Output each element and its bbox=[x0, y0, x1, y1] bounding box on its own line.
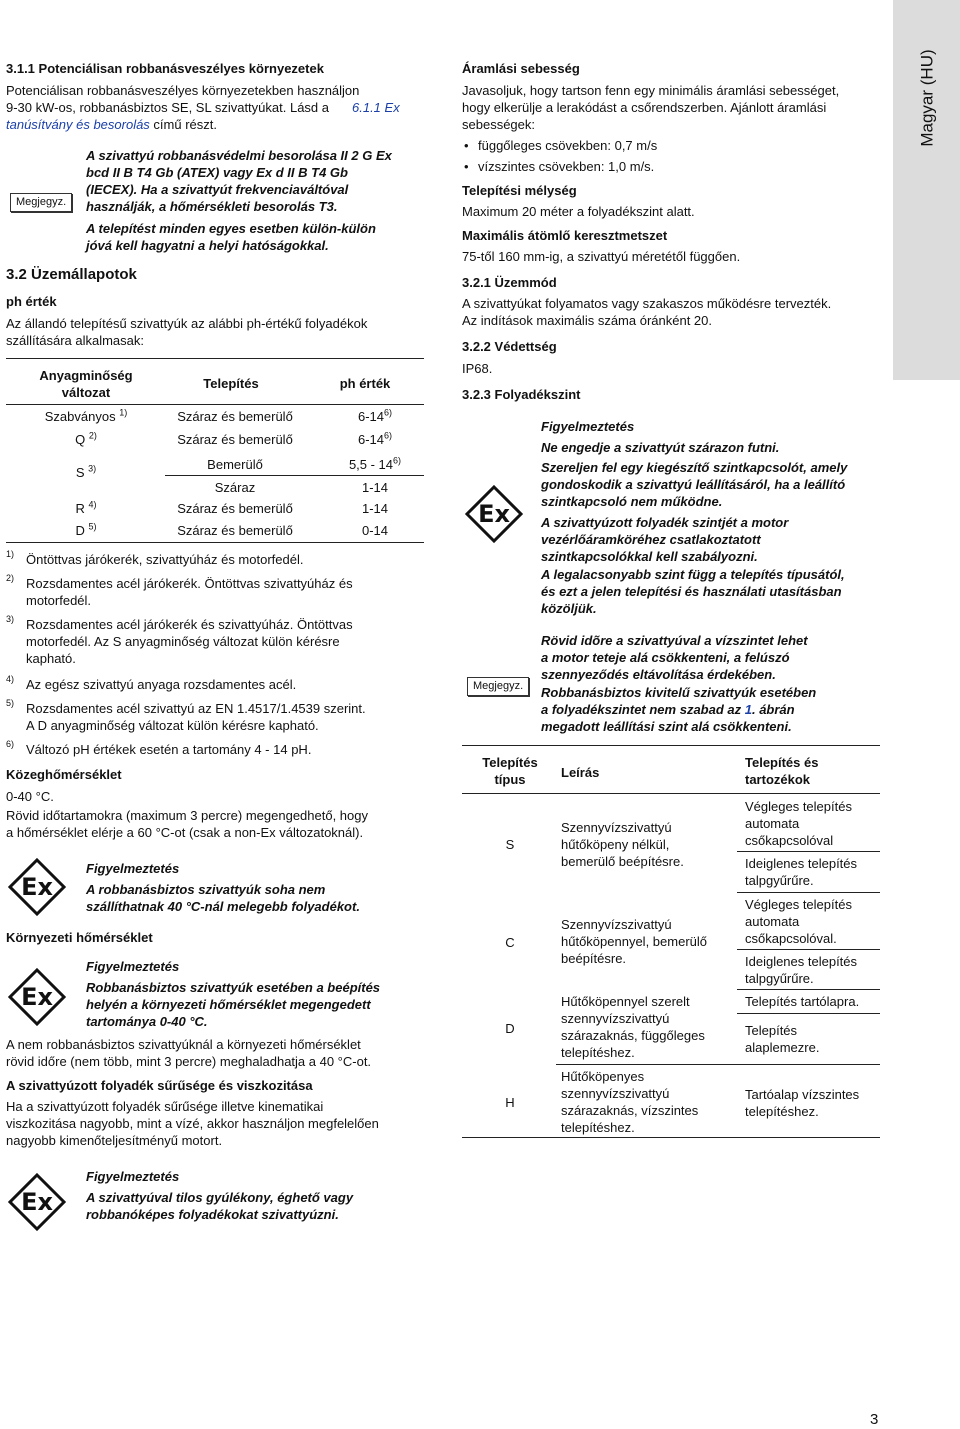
ph-row-4-install: Száraz és bemerülő bbox=[177, 501, 293, 516]
note-2-line-5: a folyadékszintet nem szabad az 1. ábrán bbox=[541, 702, 795, 717]
density-line-2: viszkozitása nagyobb, mint a vízé, akkor használjon megfelelően bbox=[6, 1116, 379, 1131]
warning-4-title: Figyelmeztetés bbox=[541, 419, 635, 434]
s311-ref-link[interactable]: 6.1.1 Ex bbox=[352, 100, 400, 115]
ph-line-1: Az állandó telepítésű szivattyúk az alábbi ph-értékű folyadékok bbox=[6, 316, 368, 331]
warning-4-line-5: A szivattyúzott folyadék szintjét a motor bbox=[541, 515, 789, 530]
install-type-D: D bbox=[505, 1021, 515, 1036]
ph-row-3-split-rule bbox=[165, 475, 424, 476]
ph-line-2: szállítására alkalmasak: bbox=[6, 333, 144, 348]
s311-line-1: Potenciálisan robbanásveszélyes környezetekben használjon bbox=[6, 83, 360, 98]
ambient-temp-line-1: A nem robbanásbiztos szivattyúknál a környezeti hőmérséklet bbox=[6, 1037, 361, 1052]
footnote-5: 5) Rozsdamentes acél szivattyú az EN 1.4517/1.4539 szerint. A D anyagminőség változat külön kérésre kapható. bbox=[6, 698, 366, 733]
footnote-3: 3) Rozsdamentes acél járókerék és szivattyúház. Öntöttvas motorfedél. Az S anyagminőség változat külön kérésre kapható. bbox=[6, 614, 353, 666]
ph-table-header-install: Telepítés bbox=[203, 376, 259, 391]
warning-4-line-6: vezérlőáramköréhez csatlakoztatott bbox=[541, 532, 761, 547]
note-2-line-1: Rövid idõre a szivattyúval a vízszintet lehet bbox=[541, 633, 808, 648]
warning-2-line-3: tartománya 0-40 °C. bbox=[86, 1014, 208, 1029]
warning-1-line-2: szállíthatnak 40 °C-nál melegebb folyadékot. bbox=[86, 899, 360, 914]
warning-4-line-1: Ne engedje a szivattyút szárazon futni. bbox=[541, 440, 780, 455]
density-heading: A szivattyúzott folyadék sűrűsége és viszkozitása bbox=[6, 1078, 313, 1093]
ex-warning-icon bbox=[8, 968, 66, 1026]
install-table-header-desc: Leírás bbox=[561, 765, 600, 780]
install-table-header-rule bbox=[462, 793, 880, 794]
warning-3-title: Figyelmeztetés bbox=[86, 1169, 180, 1184]
note-line-5: A telepítést minden egyes esetben külön-külön bbox=[86, 221, 376, 236]
warning-4-line-10: közöljük. bbox=[541, 601, 597, 616]
warning-2-line-1: Robbanásbiztos szivattyúk esetében a beépítés bbox=[86, 980, 381, 995]
warning-4-line-4: szintkapcsoló nem működne. bbox=[541, 494, 723, 509]
svg-text:Ex: Ex bbox=[21, 873, 53, 901]
install-depth-heading: Telepítési mélység bbox=[462, 183, 577, 198]
ph-row-4-ph: 1-14 bbox=[361, 501, 389, 516]
ph-row-4-variant: R $^{4)}$ bbox=[75, 499, 97, 516]
ph-row-5-ph: 0-14 bbox=[361, 523, 389, 538]
ph-row-5-install: Száraz és bemerülő bbox=[177, 523, 293, 538]
warning-3-line-1: A szivattyúval tilos gyúlékony, éghető vagy bbox=[86, 1190, 354, 1205]
ph-heading: ph érték bbox=[6, 294, 57, 309]
warning-4-line-2: Szereljen fel egy kiegészítő szintkapcsolót, amely bbox=[541, 460, 848, 475]
ph-row-2-variant: Q $^{2)}$ bbox=[75, 430, 97, 447]
medium-temp-line-3: a hőmérséklet elérje a 60 °C-ot (csak a non-Ex változatoknál). bbox=[6, 825, 364, 840]
install-D-bottom-rule bbox=[556, 1064, 880, 1065]
ph-row-2-ph: 6-14$^{6)}$ bbox=[357, 430, 393, 447]
s311-line-2: 9-30 kW-os, robbanásbiztos SE, SL szivattyúkat. Lásd a bbox=[6, 100, 329, 115]
install-acc-C-2: Ideiglenes telepítés talpgyűrűre. bbox=[745, 954, 858, 986]
ex-warning-icon bbox=[8, 858, 66, 916]
install-type-H: H bbox=[505, 1095, 515, 1110]
note-2-line-3: szennyeződés eltávolítása érdekében. bbox=[541, 667, 776, 682]
density-line-1: Ha a szivattyúzott folyadék sűrűsége illetve kinematikai bbox=[6, 1099, 324, 1114]
install-acc-H: Tartóalap vízszintes telepítéshez. bbox=[745, 1087, 860, 1119]
svg-text:Ex: Ex bbox=[21, 1188, 53, 1216]
warning-1-title: Figyelmeztetés bbox=[86, 861, 180, 876]
flow-speed-heading: Áramlási sebesség bbox=[462, 61, 580, 76]
install-type-C: C bbox=[505, 935, 515, 950]
density-line-3: nagyobb kimenőteljesítményű motort. bbox=[6, 1133, 223, 1148]
warning-4-line-7: szintkapcsolókkal kell szabályozni. bbox=[541, 549, 758, 564]
install-acc-S-1: Végleges telepítés automata csőkapcsolóval bbox=[745, 799, 852, 848]
svg-text:Ex: Ex bbox=[478, 500, 510, 528]
ph-table-header-ph: ph érték bbox=[339, 376, 391, 391]
install-acc-S-2: Ideiglenes telepítés talpgyűrűre. bbox=[745, 856, 858, 888]
ambient-temp-heading: Környezeti hőmérséklet bbox=[6, 930, 153, 945]
install-acc-D-2: Telepítés alaplemezre. bbox=[745, 1023, 820, 1055]
section-3-2-3-heading: 3.2.3 Folyadékszint bbox=[462, 387, 581, 402]
ph-table-bottom-rule bbox=[6, 542, 424, 543]
ph-row-3-variant: S $^{3)}$ bbox=[75, 463, 97, 480]
ph-row-1-install: Száraz és bemerülő bbox=[177, 409, 293, 424]
warning-4-line-9: és ezt a jelen telepítési és használati utasításban bbox=[541, 584, 842, 599]
note-line-4: használják, a hőmérsékleti besorolás T3. bbox=[86, 199, 338, 214]
note-line-3: (IECEX). Ha a szivattyút frekvenciaváltóval bbox=[86, 182, 349, 197]
bullet-vertical: • függőleges csövekben: 0,7 m/s bbox=[464, 137, 657, 154]
ambient-temp-line-2: rövid időre (nem több, mint 3 percre) meghaladhatja a 40 °C-ot. bbox=[6, 1054, 372, 1069]
language-tab bbox=[893, 0, 960, 380]
medium-temp-line-2: Rövid időtartamokra (maximum 3 percre) megengedhető, hogy bbox=[6, 808, 369, 823]
note-2-line-2: a motor teteje alá csökkenteni, a felúszó bbox=[541, 650, 790, 665]
ph-row-5-variant: D $^{5)}$ bbox=[75, 521, 97, 538]
ex-warning-icon bbox=[8, 1173, 66, 1231]
note-line-1: A szivattyú robbanásvédelmi besorolása II 2 G Ex bbox=[86, 148, 392, 163]
flow-line-2: hogy elkerülje a lerakódást a csőrendszerben. Ajánlott áramlási bbox=[462, 100, 827, 115]
note-label-left: Megjegyz. bbox=[10, 193, 72, 212]
install-S-split-rule bbox=[737, 851, 880, 852]
figure-1-link[interactable]: 1 bbox=[744, 702, 752, 717]
install-S-bottom-rule bbox=[737, 892, 880, 893]
svg-text:Ex: Ex bbox=[21, 983, 53, 1011]
note-2-line-6: megadott leállítási szint alá csökkenteni. bbox=[541, 719, 792, 734]
section-3-1-1-heading: 3.1.1 Potenciálisan robbanásveszélyes környezetek bbox=[6, 61, 324, 76]
warning-4-line-3: gondoskodik a szivattyú leállításáról, ha a leállító bbox=[541, 477, 846, 492]
max-cross-section-heading: Maximális átömlő keresztmetszet bbox=[462, 228, 668, 243]
warning-2-title: Figyelmeztetés bbox=[86, 959, 180, 974]
max-cross-section-text: 75-től 160 mm-ig, a szivattyú méretétől függően. bbox=[462, 249, 741, 264]
ph-table-top-rule bbox=[6, 358, 424, 359]
ph-row-3b-install: Száraz bbox=[214, 480, 256, 495]
ex-warning-icon bbox=[465, 485, 523, 543]
warning-3-line-2: robbanóképes folyadékokat szivattyúzni. bbox=[86, 1207, 339, 1222]
install-depth-text: Maximum 20 méter a folyadékszint alatt. bbox=[462, 204, 695, 219]
warning-1-line-1: A robbanásbiztos szivattyúk soha nem bbox=[86, 882, 326, 897]
install-C-bottom-rule bbox=[737, 989, 880, 990]
flow-line-1: Javasoljuk, hogy tartson fenn egy minimális áramlási sebességet, bbox=[462, 83, 840, 98]
ph-row-3-install: Bemerülő bbox=[207, 457, 263, 472]
install-desc-D: Hűtőköpennyel szerelt szennyvízszivattyú szárazaknás, függőleges telepítéshez. bbox=[561, 994, 705, 1060]
ph-row-3-ph: 5,5 - 14$^{6)}$ bbox=[348, 455, 402, 472]
install-desc-H: Hűtőköpenyes szennyvízszivattyú szárazaknás, vízszintes telepítéshez. bbox=[561, 1069, 699, 1135]
section-3-2-2-heading: 3.2.2 Védettség bbox=[462, 339, 557, 354]
install-table-bottom-rule bbox=[462, 1137, 880, 1138]
note-label-right: Megjegyz. bbox=[467, 677, 529, 696]
section-3-2-heading: 3.2 Üzemállapotok bbox=[6, 266, 137, 283]
install-table-header-type: Telepítés típus bbox=[482, 755, 538, 787]
install-D-split-rule bbox=[737, 1013, 880, 1014]
install-acc-C-1: Végleges telepítés automata csőkapcsolóval. bbox=[745, 897, 852, 946]
ph-row-1-variant: Szabványos $^{1)}$ bbox=[44, 407, 128, 424]
s311-line-3: tanúsítvány és besorolás című részt. bbox=[6, 117, 217, 132]
note-line-6: jóvá kell hagyatni a helyi hatóságokkal. bbox=[86, 238, 329, 253]
ph-row-3b-ph: 1-14 bbox=[361, 480, 389, 495]
language-tab-label: Magyar (HU) bbox=[917, 49, 936, 147]
page-number: 3 bbox=[870, 1411, 879, 1428]
ph-table-header-rule bbox=[6, 404, 424, 405]
medium-temp-heading: Közeghőmérséklet bbox=[6, 767, 122, 782]
install-desc-C: Szennyvízszivattyú hűtőköpennyel, bemerülő beépítésre. bbox=[561, 917, 707, 966]
install-acc-D-1: Telepítés tartólapra. bbox=[745, 994, 860, 1009]
footnote-4: 4) Az egész szivattyú anyaga rozsdamentes acél. bbox=[6, 674, 297, 692]
install-type-S: S bbox=[505, 837, 515, 852]
warning-4-line-8: A legalacsonyabb szint függ a telepítés típusától, bbox=[541, 567, 845, 582]
bullet-horizontal: • vízszintes csövekben: 1,0 m/s. bbox=[464, 158, 654, 175]
s321-line-1: A szivattyúkat folyamatos vagy szakaszos működésre tervezték. bbox=[462, 296, 832, 311]
footnote-6: 6) Változó pH értékek esetén a tartomány 4 - 14 pH. bbox=[6, 739, 312, 757]
s321-line-2: Az indítások maximális száma óránként 20. bbox=[462, 313, 712, 328]
section-3-2-1-heading: 3.2.1 Üzemmód bbox=[462, 275, 557, 290]
install-table-header-acc: Telepítés és tartozékok bbox=[745, 755, 819, 787]
flow-line-3: sebességek: bbox=[462, 117, 535, 132]
install-desc-S: Szennyvízszivattyú hűtőköpeny nélkül, bemerülő beépítésre. bbox=[561, 820, 684, 869]
note-2-line-4: Robbanásbiztos kivitelű szivattyúk esetében bbox=[541, 685, 817, 700]
footnote-1: 1) Öntöttvas járókerék, szivattyúház és motorfedél. bbox=[6, 549, 304, 567]
s322-text: IP68. bbox=[462, 361, 493, 376]
install-table-top-rule bbox=[462, 745, 880, 746]
note-line-2: bcd II B T4 Gb (ATEX) vagy Ex d II B T4 Gb bbox=[86, 165, 348, 180]
install-C-split-rule bbox=[737, 949, 880, 950]
warning-2-line-2: helyén a környezeti hőmérséklet megengedett bbox=[86, 997, 371, 1012]
ph-table-header-variant: Anyagminőség változat bbox=[39, 368, 133, 400]
footnote-2: 2) Rozsdamentes acél járókerék. Öntöttvas szivattyúház és motorfedél. bbox=[6, 573, 353, 608]
medium-temp-line-1: 0-40 °C. bbox=[6, 789, 54, 804]
ph-row-1-ph: 6-14$^{6)}$ bbox=[357, 407, 393, 424]
ph-row-2-install: Száraz és bemerülő bbox=[177, 432, 293, 447]
